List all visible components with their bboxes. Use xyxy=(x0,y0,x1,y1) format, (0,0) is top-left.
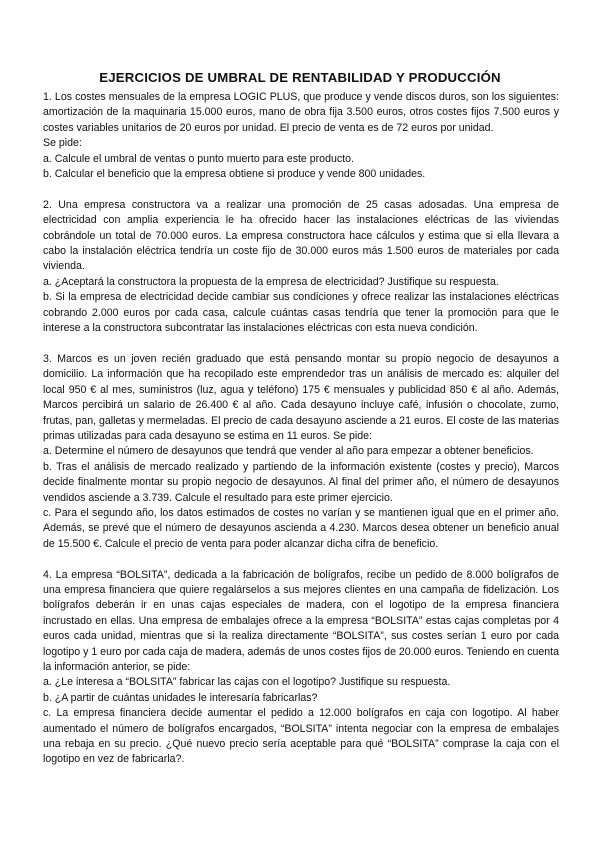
exercise-4-item-a: a. ¿Le interesa a “BOLSITA” fabricar las cajas con el logotipo? Justifique su respuesta. xyxy=(43,676,451,689)
exercise-2-statement: 2. Una empresa constructora va a realizar una promoción de 25 casas adosadas. Una empresa de electricidad con amplia experiencia le ha ofrecido hacer las instalaciones eléctricas de las viviendas cobrándole un total de 70.000 euros. La empresa constructora hace cálculos y estima que si ella llevara a cabo la instalación eléctrica tendría un coste fijo de 30.000 euros más 1.500 euros de materiales por cada vivienda. xyxy=(43,198,559,273)
exercise-2-item-b: b. Si la empresa de electricidad decide cambiar sus condiciones y ofrece realizar las instalaciones eléctricas cobrando 2.000 euros por cada casa, calcule cuántas casas tendría que tener la promoción para que le interese a la constructora subcontratar las instalaciones eléctricas con esta nueva condición. xyxy=(43,291,559,335)
exercise-3-item-b: b. Tras el análisis de mercado realizado y partiendo de la información existente (costes y precio), Marcos decide finalmente montar su propio negocio de desayunos. Al final del primer año, el número de desayunos vendidos asciende a 3.739. Calcule el resultado para este primer ejercicio. xyxy=(43,460,559,504)
exercise-1-statement: 1. Los costes mensuales de la empresa LOGIC PLUS, que produce y vende discos duros, son los siguientes: amortización de la maquinaria 15.000 euros, mano de obra fija 3.500 euros, otros costes fijos 7.500 euros y costes variables unitarios de 20 euros por unidad. El precio de venta es de 72 euros por unidad. xyxy=(43,91,559,134)
exercise-1 xyxy=(43,90,559,182)
exercise-3 xyxy=(43,352,559,552)
exercise-2 xyxy=(43,198,559,337)
exercise-2-item-a: a. ¿Aceptará la constructora la propuesta de la empresa de electricidad? Justifique su respuesta. xyxy=(43,275,499,288)
exercise-4 xyxy=(43,568,559,768)
exercise-3-statement: 3. Marcos es un joven recién graduado que está pensando montar su propio negocio de desayunos a domicilio. La información que ha recopilado este emprendedor tras un análisis de mercado es: alquiler del local 950 € al mes, suministros (luz, agua y teléfono) 175 € mensuales y publicidad 850 € al año. Además, Marcos percibirá un salario de 26.400 € al año. Cada desayuno incluye café, infusión o chocolate, zumo, frutas, pan, galletas y mermeladas. El precio de cada desayuno asciende a 21 euros. El coste de las materias primas utilizadas para cada desayuno se estima en 11 euros. Se pide: xyxy=(43,352,559,442)
exercise-4-item-b: b. ¿A partir de cuántas unidades le interesaría fabricarlas? xyxy=(43,691,318,704)
spacer xyxy=(43,182,559,197)
exercise-4-item-c: c. La empresa financiera decide aumentar el pedido a 12.000 bolígrafos en caja con logotipo. Al haber aumentado el número de bolígrafos encargados, “BOLSITA” intenta negociar con la empresa de embalajes una rebaja en su precio. ¿Qué nuevo precio sería aceptable para qué “BOLSITA” comprase la caja con el logotipo en vez de fabricarla?. xyxy=(43,707,559,766)
document-body xyxy=(43,90,559,768)
exercise-1-item-a: a. Calcule el umbral de ventas o punto muerto para este producto. xyxy=(43,152,354,165)
document-title: EJERCICIOS DE UMBRAL DE RENTABILIDAD Y PRODUCCIÓN xyxy=(99,70,501,85)
spacer xyxy=(43,336,559,351)
exercise-1-item-b: b. Calcular el beneficio que la empresa obtiene si produce y vende 800 unidades. xyxy=(43,168,426,181)
spacer xyxy=(43,552,559,567)
exercise-1-ask: Se pide: xyxy=(43,137,82,150)
exercise-3-item-a: a. Determine el número de desayunos que tendrá que vender al año para empezar a obtener beneficios. xyxy=(43,445,534,458)
exercise-4-statement: 4. La empresa “BOLSITA”, dedicada a la fabricación de bolígrafos, recibe un pedido de 8.000 bolígrafos de una empresa financiera que quiere regalárselos a sus mejores clientes en una campaña de fidelización. Los bolígrafos deberán ir en unas cajas especiales de madera, con el logotipo de la empresa financiera incrustado en ellas. Una empresa de embalajes ofrece a la empresa “BOLSITA” estas cajas completas por 4 euros cada unidad, mientras que si la realiza directamente “BOLSITA”, sus costes serían 1 euro por cada logotipo y 1 euro por cada caja de madera, además de unos costes fijos de 20.000 euros. Teniendo en cuenta la información anterior, se pide: xyxy=(43,568,559,673)
exercise-3-item-c: c. Para el segundo año, los datos estimados de costes no varían y se mantienen igual que en el primer año. Además, se prevé que el número de desayunos ascienda a 4.230. Marcos desea obtener un beneficio anual de 15.500 €. Calcule el precio de venta para poder alcanzar dicha cifra de beneficio. xyxy=(43,506,559,550)
